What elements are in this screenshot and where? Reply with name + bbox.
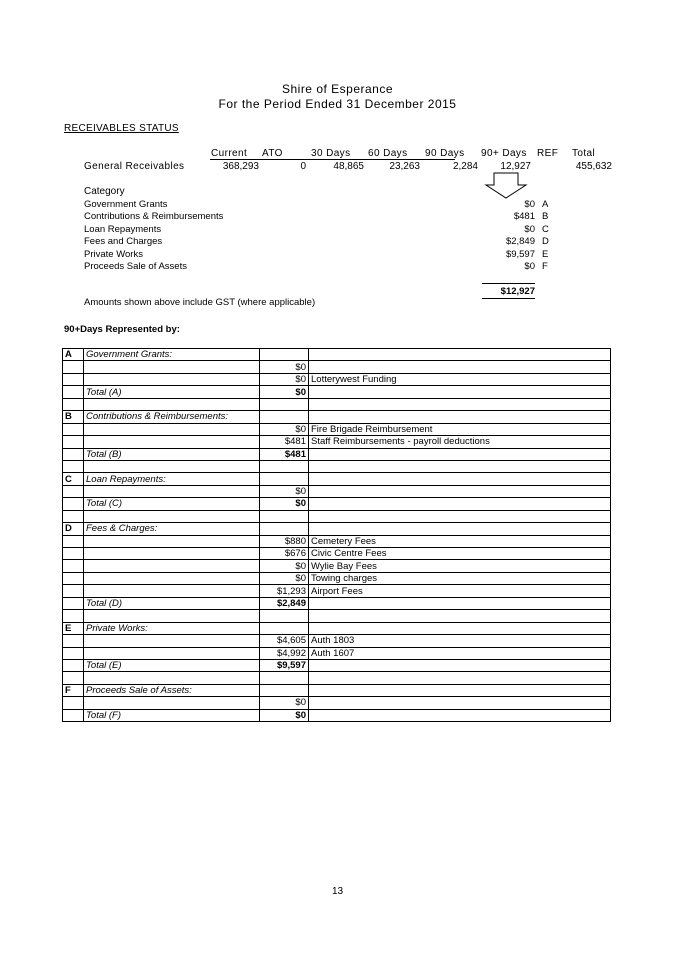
row-amount-cell xyxy=(260,672,309,684)
row-label-cell: Fees & Charges: xyxy=(84,523,260,535)
header-underline xyxy=(210,159,455,160)
row-desc-cell: Wylie Bay Fees xyxy=(309,560,611,572)
section-title: RECEIVABLES STATUS xyxy=(64,123,179,134)
general-60days: 23,263 xyxy=(389,161,420,172)
row-amount-cell: $0 xyxy=(260,498,309,510)
row-ref-cell xyxy=(63,510,84,522)
row-label-cell: Loan Repayments: xyxy=(84,473,260,485)
row-desc-cell xyxy=(309,361,611,373)
row-label-cell xyxy=(84,697,260,709)
row-label-cell: Private Works: xyxy=(84,622,260,634)
row-ref-cell xyxy=(63,548,84,560)
row-desc-cell: Auth 1607 xyxy=(309,647,611,659)
row-desc-cell xyxy=(309,411,611,423)
row-label-cell xyxy=(84,510,260,522)
row-ref-cell xyxy=(63,647,84,659)
table-row xyxy=(63,560,611,572)
row-ref-cell xyxy=(63,709,84,721)
category-ref: C xyxy=(542,224,549,235)
category-ref: D xyxy=(542,236,549,247)
row-label-cell xyxy=(84,361,260,373)
represented-heading: 90+Days Represented by: xyxy=(64,324,180,335)
category-name: Loan Repayments xyxy=(84,224,162,235)
row-label-cell xyxy=(84,535,260,547)
row-desc-cell xyxy=(309,460,611,472)
row-label-cell xyxy=(84,560,260,572)
row-ref-cell: F xyxy=(63,684,84,696)
row-ref-cell xyxy=(63,460,84,472)
row-desc-cell xyxy=(309,672,611,684)
category-ref: F xyxy=(542,261,548,272)
category-ref: E xyxy=(542,249,549,260)
table-row xyxy=(63,572,611,584)
row-ref-cell xyxy=(63,398,84,410)
category-amount: $9,597 xyxy=(505,249,535,260)
row-amount-cell: $0 xyxy=(260,485,309,497)
table-row xyxy=(63,672,611,684)
row-desc-cell: Cemetery Fees xyxy=(309,535,611,547)
row-desc-cell: Auth 1803 xyxy=(309,635,611,647)
row-desc-cell xyxy=(309,473,611,485)
row-label-cell: Proceeds Sale of Assets: xyxy=(84,684,260,696)
row-label-cell: Total (B) xyxy=(84,448,260,460)
row-ref-cell: A xyxy=(63,349,84,361)
row-desc-cell xyxy=(309,659,611,671)
col-total: Total xyxy=(572,148,596,159)
table-row xyxy=(63,485,611,497)
row-amount-cell: $9,597 xyxy=(260,659,309,671)
category-amount: $0 xyxy=(524,199,535,210)
row-desc-cell: Fire Brigade Reimbursement xyxy=(309,423,611,435)
category-name: Government Grants xyxy=(84,199,168,210)
row-ref-cell xyxy=(63,585,84,597)
row-amount-cell: $676 xyxy=(260,548,309,560)
row-amount-cell xyxy=(260,398,309,410)
category-total-underline xyxy=(482,298,535,299)
row-amount-cell xyxy=(260,411,309,423)
row-desc-cell xyxy=(309,709,611,721)
gst-note: Amounts shown above include GST (where applicable) xyxy=(84,297,316,308)
row-label-cell: Contributions & Reimbursements: xyxy=(84,411,260,423)
general-total: 455,632 xyxy=(575,161,612,172)
row-ref-cell xyxy=(63,386,84,398)
row-ref-cell xyxy=(63,436,84,448)
table-total-row xyxy=(63,498,611,510)
category-amount: $481 xyxy=(513,211,535,222)
row-amount-cell xyxy=(260,460,309,472)
row-ref-cell xyxy=(63,635,84,647)
row-label-cell xyxy=(84,585,260,597)
row-ref-cell: B xyxy=(63,411,84,423)
row-amount-cell: $0 xyxy=(260,386,309,398)
row-desc-cell: Lotterywest Funding xyxy=(309,373,611,385)
row-ref-cell xyxy=(63,610,84,622)
row-amount-cell: $4,605 xyxy=(260,635,309,647)
category-total: $12,927 xyxy=(500,286,535,297)
row-amount-cell xyxy=(260,610,309,622)
row-amount-cell: $0 xyxy=(260,572,309,584)
row-desc-cell xyxy=(309,386,611,398)
col-current: Current xyxy=(211,148,248,159)
table-row xyxy=(63,460,611,472)
row-amount-cell: $0 xyxy=(260,361,309,373)
row-label-cell: Total (E) xyxy=(84,659,260,671)
col-60days: 60 Days xyxy=(368,148,408,159)
table-row xyxy=(63,411,611,423)
row-amount-cell xyxy=(260,473,309,485)
col-30days: 30 Days xyxy=(311,148,351,159)
table-total-row xyxy=(63,597,611,609)
general-label: General Receivables xyxy=(84,161,185,172)
row-ref-cell xyxy=(63,485,84,497)
category-name: Fees and Charges xyxy=(84,236,163,247)
table-row xyxy=(63,361,611,373)
general-current: 368,293 xyxy=(222,161,259,172)
row-ref-cell xyxy=(63,659,84,671)
row-desc-cell xyxy=(309,610,611,622)
table-row xyxy=(63,423,611,435)
row-desc-cell xyxy=(309,398,611,410)
table-row xyxy=(63,398,611,410)
category-name: Private Works xyxy=(84,249,143,260)
row-ref-cell xyxy=(63,672,84,684)
row-ref-cell xyxy=(63,361,84,373)
row-amount-cell: $481 xyxy=(260,448,309,460)
category-amount: $0 xyxy=(524,261,535,272)
row-ref-cell: C xyxy=(63,473,84,485)
row-desc-cell xyxy=(309,498,611,510)
col-ref: REF xyxy=(537,148,559,159)
category-amount: $2,849 xyxy=(505,236,535,247)
category-heading: Category xyxy=(84,186,125,197)
row-ref-cell: D xyxy=(63,523,84,535)
row-ref-cell: E xyxy=(63,622,84,634)
table-row xyxy=(63,647,611,659)
general-90days: 2,284 xyxy=(452,161,478,172)
table-row xyxy=(63,535,611,547)
col-90plus: 90+ Days xyxy=(481,148,527,159)
row-amount-cell xyxy=(260,510,309,522)
general-ato: 0 xyxy=(300,161,306,172)
row-amount-cell xyxy=(260,349,309,361)
row-amount-cell xyxy=(260,523,309,535)
row-label-cell xyxy=(84,485,260,497)
row-label-cell xyxy=(84,436,260,448)
row-desc-cell xyxy=(309,697,611,709)
row-amount-cell xyxy=(260,684,309,696)
down-arrow-icon xyxy=(484,172,528,200)
row-amount-cell: $1,293 xyxy=(260,585,309,597)
row-desc-cell xyxy=(309,349,611,361)
table-total-row xyxy=(63,659,611,671)
row-ref-cell xyxy=(63,498,84,510)
row-amount-cell: $0 xyxy=(260,709,309,721)
category-amount: $0 xyxy=(524,224,535,235)
row-desc-cell: Staff Reimbursements - payroll deductions xyxy=(309,436,611,448)
general-30days: 48,865 xyxy=(333,161,364,172)
row-desc-cell: Civic Centre Fees xyxy=(309,548,611,560)
row-ref-cell xyxy=(63,560,84,572)
table-row xyxy=(63,585,611,597)
row-label-cell xyxy=(84,398,260,410)
table-total-row xyxy=(63,709,611,721)
row-desc-cell: Airport Fees xyxy=(309,585,611,597)
category-ref: A xyxy=(542,199,549,210)
row-amount-cell: $0 xyxy=(260,373,309,385)
page-title: Shire of Esperance xyxy=(281,82,394,96)
page-subtitle: For the Period Ended 31 December 2015 xyxy=(218,97,457,111)
row-label-cell xyxy=(84,635,260,647)
row-label-cell: Total (F) xyxy=(84,709,260,721)
row-desc-cell xyxy=(309,684,611,696)
row-ref-cell xyxy=(63,572,84,584)
table-row xyxy=(63,622,611,634)
row-desc-cell xyxy=(309,510,611,522)
row-desc-cell xyxy=(309,597,611,609)
row-label-cell xyxy=(84,610,260,622)
col-ato: ATO xyxy=(262,148,283,159)
col-90days: 90 Days xyxy=(425,148,465,159)
table-row xyxy=(63,697,611,709)
page-number: 13 xyxy=(331,886,344,897)
row-ref-cell xyxy=(63,448,84,460)
row-label-cell xyxy=(84,423,260,435)
row-ref-cell xyxy=(63,535,84,547)
table-total-row xyxy=(63,448,611,460)
row-amount-cell: $0 xyxy=(260,423,309,435)
row-amount-cell: $481 xyxy=(260,436,309,448)
detail-table xyxy=(62,348,611,722)
row-label-cell: Total (A) xyxy=(84,386,260,398)
row-label-cell xyxy=(84,373,260,385)
category-name: Proceeds Sale of Assets xyxy=(84,261,187,272)
table-row xyxy=(63,610,611,622)
row-ref-cell xyxy=(63,423,84,435)
row-desc-cell xyxy=(309,485,611,497)
row-amount-cell: $0 xyxy=(260,560,309,572)
row-amount-cell: $0 xyxy=(260,697,309,709)
row-label-cell: Government Grants: xyxy=(84,349,260,361)
row-amount-cell: $880 xyxy=(260,535,309,547)
table-row xyxy=(63,436,611,448)
row-desc-cell: Towing charges xyxy=(309,572,611,584)
row-ref-cell xyxy=(63,373,84,385)
row-label-cell: Total (C) xyxy=(84,498,260,510)
table-total-row xyxy=(63,386,611,398)
row-label-cell xyxy=(84,572,260,584)
row-desc-cell xyxy=(309,448,611,460)
row-amount-cell xyxy=(260,622,309,634)
row-label-cell xyxy=(84,672,260,684)
row-label-cell xyxy=(84,460,260,472)
table-row xyxy=(63,684,611,696)
row-label-cell xyxy=(84,647,260,659)
table-row xyxy=(63,635,611,647)
row-ref-cell xyxy=(63,697,84,709)
row-label-cell xyxy=(84,548,260,560)
row-desc-cell xyxy=(309,622,611,634)
category-total-rule xyxy=(482,283,535,284)
row-amount-cell: $2,849 xyxy=(260,597,309,609)
general-90plus: 12,927 xyxy=(500,161,531,172)
table-row xyxy=(63,523,611,535)
row-amount-cell: $4,992 xyxy=(260,647,309,659)
table-row xyxy=(63,373,611,385)
row-desc-cell xyxy=(309,523,611,535)
table-row xyxy=(63,510,611,522)
category-ref: B xyxy=(542,211,549,222)
row-label-cell: Total (D) xyxy=(84,597,260,609)
table-row xyxy=(63,349,611,361)
row-ref-cell xyxy=(63,597,84,609)
table-row xyxy=(63,473,611,485)
category-name: Contributions & Reimbursements xyxy=(84,211,224,222)
table-row xyxy=(63,548,611,560)
